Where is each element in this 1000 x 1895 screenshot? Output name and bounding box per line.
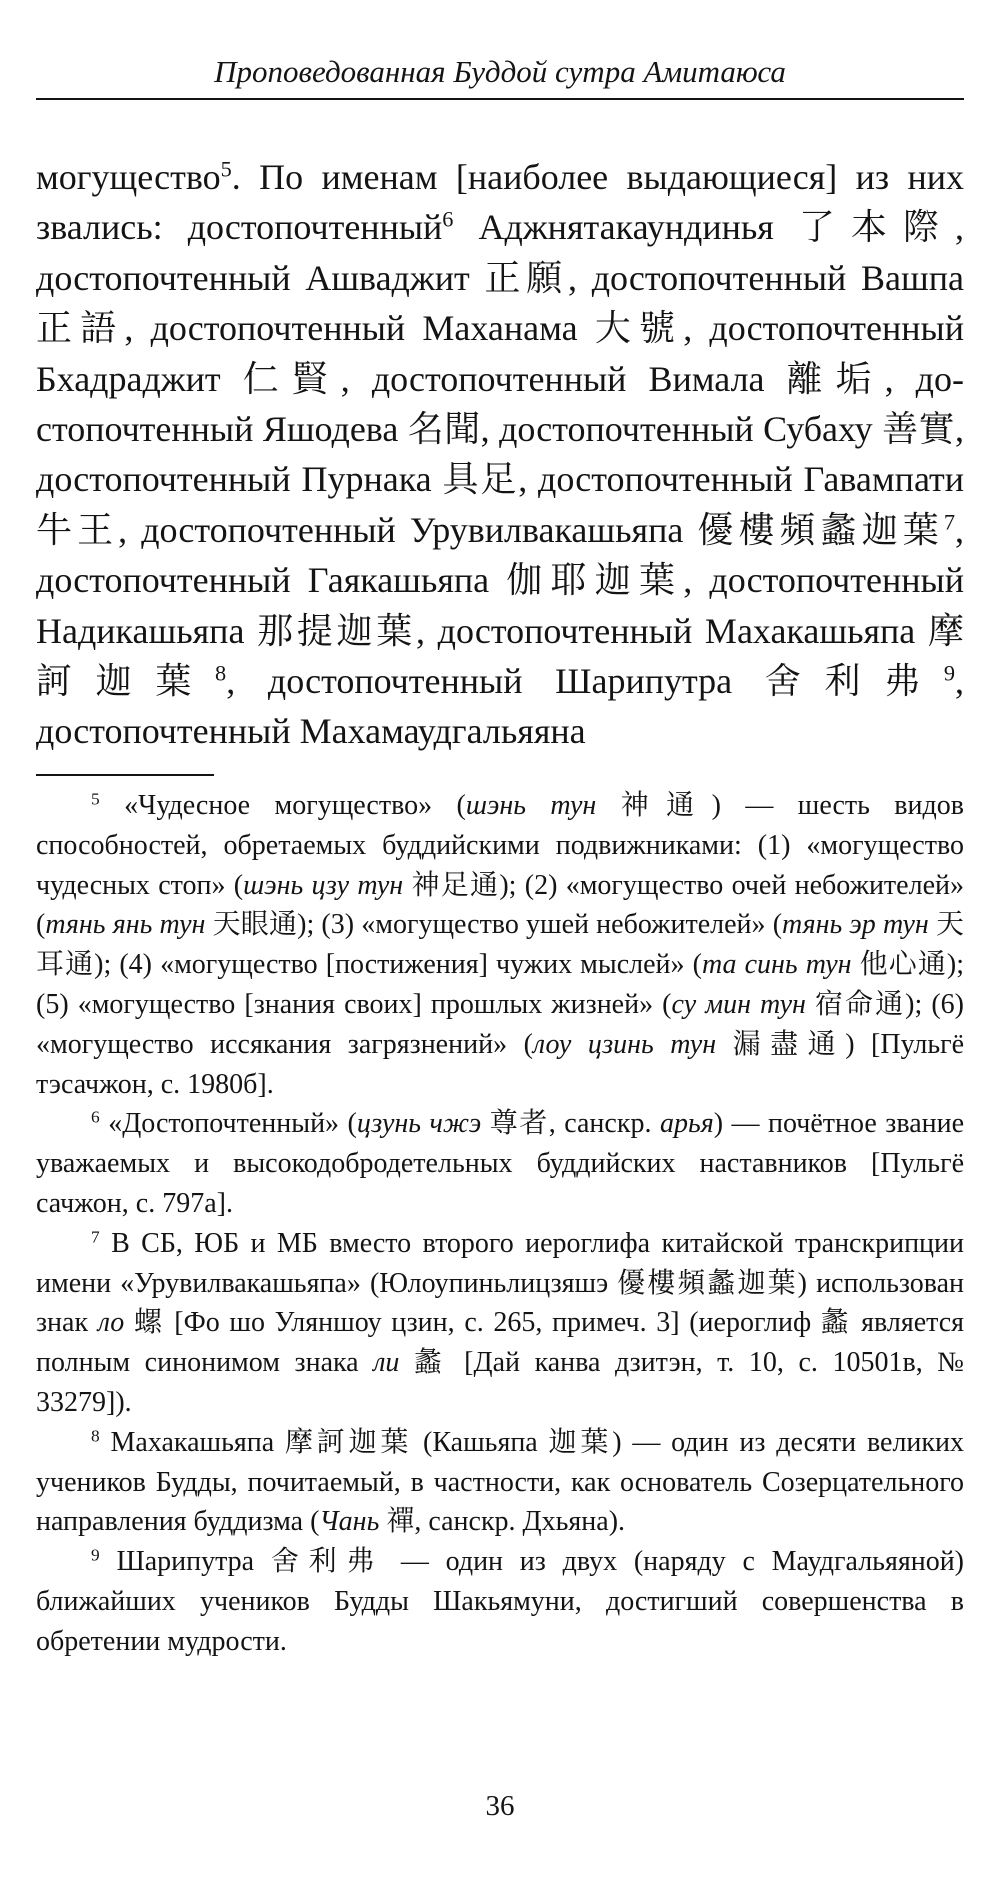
main-text-segment: Аджнятакаундинья 了本際, достопочтенный Ашваджит 正願, достопочтенный Вашпа 正語, достопочтенный Маханама 大號, достопочтенный Бхадраджит 仁賢, достопочтенный Вимала 離垢, достопочтенный Яшодева 名聞, достопочтенный Субаху 善實, достопочтенный Пурнака 具足, достопочтенный Гавампати 牛王, достопочтенный Урувилвакашьяпа 優樓頻蠡迦葉: [36, 207, 964, 550]
footnote-number: 5: [91, 789, 100, 809]
running-header: Проповедованная Буддой сутра Амитаюса: [214, 54, 786, 89]
main-text-segment: , достопочтенный Махамаудгальяяна: [36, 661, 964, 752]
footnote-5: $^5$ «Чудесное могущество» (шэнь тун 神通) — шесть видов способностей, обретаемых буддийскими подвижниками: (1) «могущество чудесных стоп» (шэнь цзу тун 神足通); (2) «могущество очей небожителей» (тянь янь тун 天眼通); (3) «могущество ушей небожителей» (тянь эр тун 天耳通); (4) «могущество [постижения] чужих мыслей» (та синь тун 他心通); (5) «могущество [знания своих] прошлых жизней» (су мин тун 宿命通); (6) «могущество иссякания загрязнений» (лоу цзинь тун 漏盡通) [Пульгё тэсачжон, с. 1980б].: [36, 789, 965, 1100]
footnote-ref[interactable]: 9: [943, 660, 955, 686]
footnote-number: 8: [91, 1426, 100, 1446]
main-paragraph: [36, 152, 964, 757]
main-text-segment: , достопочтенный Гаякашьяпа 伽耶迦葉, достопочтенный Надикашьяпа 那提迦葉, достопочтенный Махакашьяпа 摩訶迦葉: [36, 509, 964, 702]
footnote-8: $^8$ Махакашьяпа 摩訶迦葉 (Кашьяпа 迦葉) — один из десяти великих учеников Будды, почитаемый, в частности, как основатель Созерцательного направления буддизма (Чань 禪, санскр. Дхьяна).: [36, 1426, 965, 1538]
footnote-number: 6: [91, 1107, 100, 1127]
footnote-6: $^6$ «Достопочтенный» (цзунь чжэ 尊者, санскр. арья) — почётное звание уважаемых и высокодобродетельных буддийских наставников [Пульгё сачжон, с. 797а].: [36, 1107, 965, 1219]
footnote-9: $^9$ Шарипутра 舍利弗 — один из двух (наряду с Маудгальяяной) ближайших учеников Будды Шакьямуни, достигший совершенства в обретении мудрости.: [36, 1545, 964, 1657]
main-text-segment: могущество: [36, 157, 221, 197]
footnote-ref[interactable]: 5: [220, 156, 232, 182]
footnote-ref[interactable]: 8: [215, 660, 227, 686]
footnote-number: 7: [91, 1227, 100, 1247]
main-text-segment: , достопочтенный Шарипутра 舍利弗: [226, 661, 944, 702]
header-rule: [36, 98, 964, 100]
footnote-separator: [36, 774, 214, 776]
page-number: 36: [485, 1790, 515, 1822]
footnote-7: $^7$ В СБ, ЮБ и МБ вместо второго иероглифа китайской транскрипции имени «Урувилвакашьяпа» (Юлоупиньлицзяшэ 優樓頻蠡迦葉) использован знак ло 螺 [Фо шо Уляншоу цзин, с. 265, примеч. 3] (иероглиф 蠡 является полным синонимом знака ли 蠡 [Дай канва дзитэн, т. 10, с. 10501в, № 33279]).: [36, 1227, 965, 1418]
footnotes-section: [36, 786, 964, 1662]
footnote-number: 9: [91, 1545, 100, 1565]
footnote-ref[interactable]: 6: [442, 207, 454, 233]
main-text-segment: . По именам [наиболее выдающиеся] из них звались: достопочтенный: [36, 157, 964, 248]
footnote-ref[interactable]: 7: [943, 509, 955, 535]
